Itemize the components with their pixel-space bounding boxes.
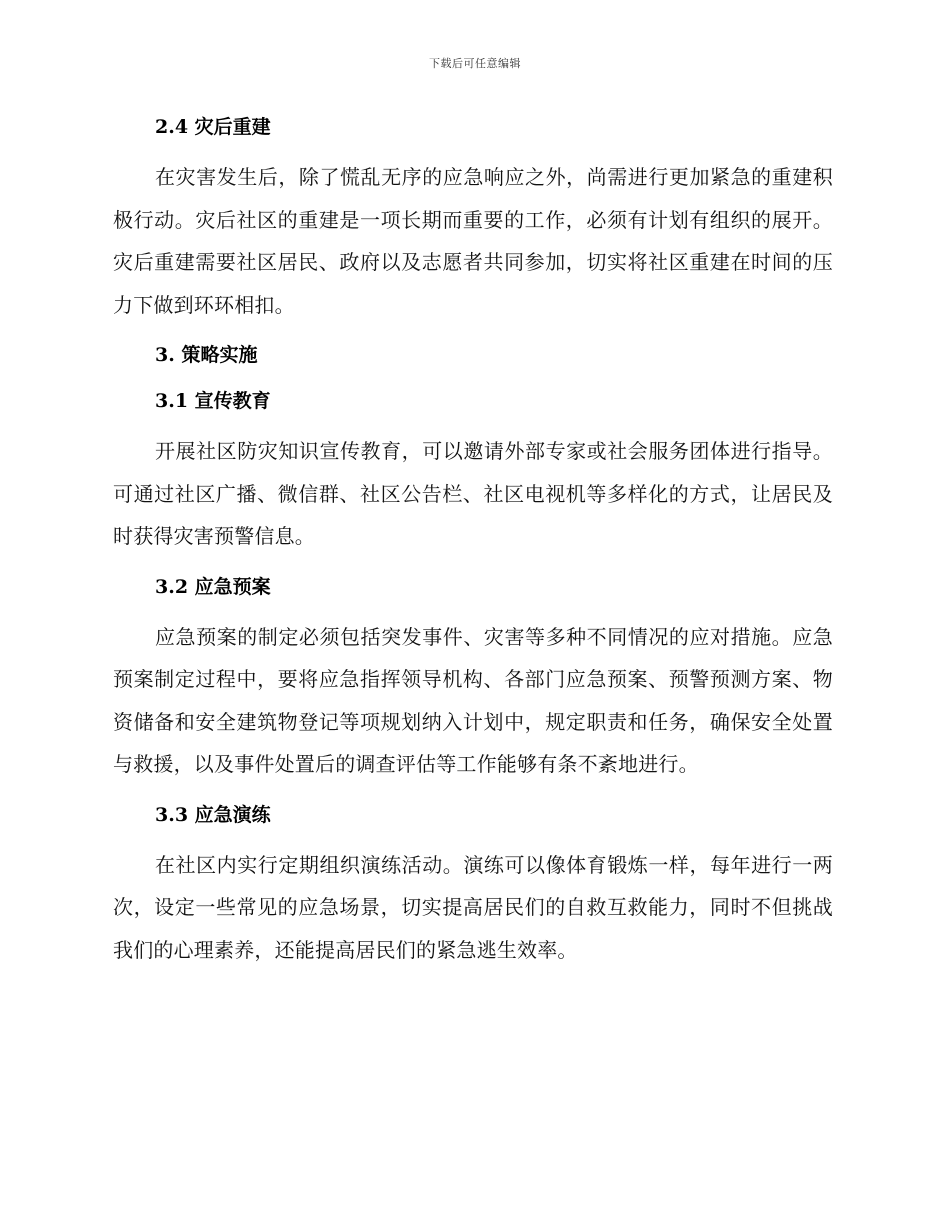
section-paragraph-3-2: 应急预案的制定必须包括突发事件、灾害等多种不同情况的应对措施。应急预案制定过程中，要将应急指挥领导机构、各部门应急预案、预警预测方案、物资储备和安全建筑物登记等项规划纳入计划中，规定职责和任务，确保安全处置与救援，以及事件处置后的调查评估等工作能够有条不紊地进行。	[113, 624, 833, 776]
page-header: 下载后可任意编辑	[429, 57, 521, 70]
section-heading-3-3: 3.3 应急演练	[155, 803, 271, 826]
section-heading-2-4: 2.4 灾后重建	[155, 116, 271, 138]
document-body	[113, 110, 833, 971]
section-heading-3-1: 3.1 宣传教育	[155, 390, 271, 412]
section-paragraph-3-1: 开展社区防灾知识宣传教育，可以邀请外部专家或社会服务团体进行指导。可通过社区广播、微信群、社区公告栏、社区电视机等多样化的方式，让居民及时获得灾害预警信息。	[113, 439, 833, 548]
section-paragraph-2-4: 在灾害发生后，除了慌乱无序的应急响应之外，尚需进行更加紧急的重建积极行动。灾后社区的重建是一项长期而重要的工作，必须有计划有组织的展开。灾后重建需要社区居民、政府以及志愿者共同参加，切实将社区重建在时间的压力下做到环环相扣。	[113, 165, 833, 317]
section-paragraph-3-3: 在社区内实行定期组织演练活动。演练可以像体育锻炼一样，每年进行一两次，设定一些常见的应急场景，切实提高居民们的自救互救能力，同时不但挑战我们的心理素养，还能提高居民们的紧急逃生效率。	[113, 852, 833, 962]
section-heading-3: 3. 策略实施	[155, 344, 258, 366]
section-heading-3-2: 3.2 应急预案	[155, 575, 271, 598]
